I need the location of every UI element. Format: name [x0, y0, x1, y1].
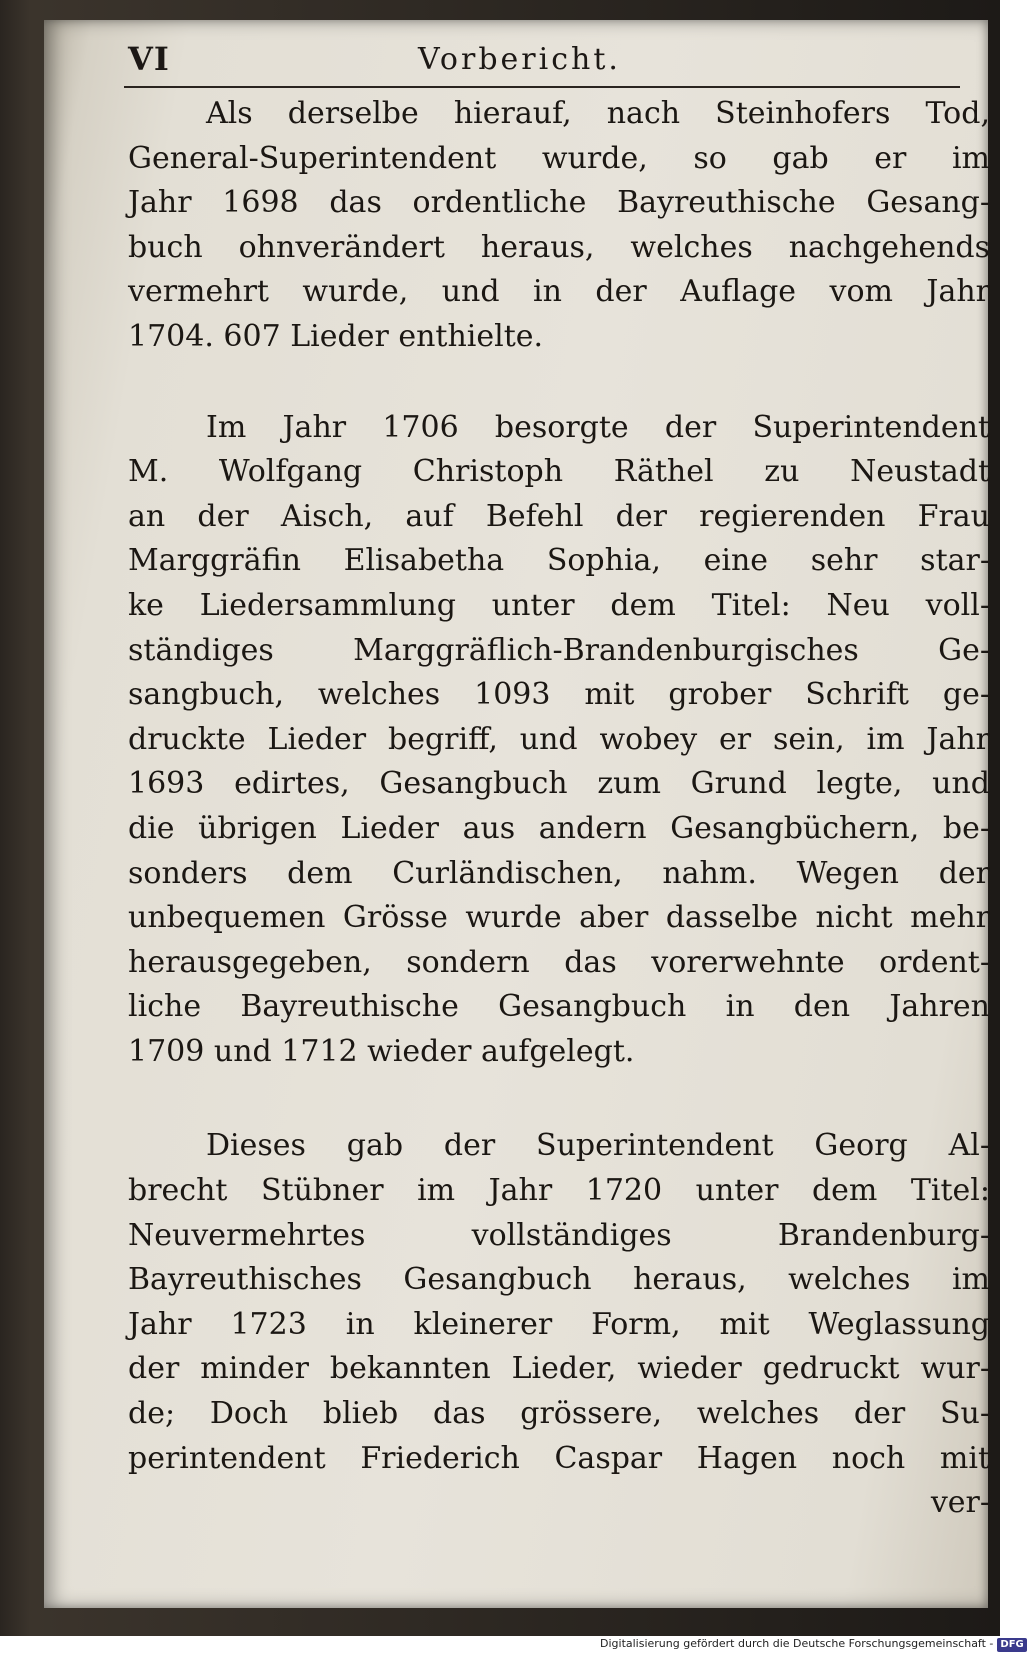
text-line: brecht Stübner im Jahr 1720 unter dem Titel:: [128, 1173, 990, 1209]
text-line: 1693 edirtes, Gesangbuch zum Grund legte, und: [128, 766, 990, 802]
paragraph-3: [128, 1124, 990, 1481]
text-line: Neuvermehrtes vollständiges Brandenburg-: [128, 1217, 990, 1253]
text-line: 1704. 607 Lieder enthielte.: [128, 318, 544, 354]
text-line: Als derselbe hierauf, nach Steinhofers Tod,: [206, 96, 990, 131]
text-line: Bayreuthisches Gesangbuch heraus, welches im: [128, 1262, 990, 1298]
text-line: an der Aisch, auf Befehl der regierenden Frau: [128, 498, 990, 534]
text-line: General-Superintendent wurde, so gab er im: [128, 140, 990, 176]
catchword: ver-: [930, 1485, 990, 1521]
paragraph-gap: [128, 1074, 990, 1124]
text-line: sangbuch, welches 1093 mit grober Schrift ge-: [128, 677, 990, 713]
text-line: unbequemen Grösse wurde aber dasselbe nicht mehr: [128, 900, 990, 936]
text-line: herausgegeben, sondern das vorerwehnte ordent-: [128, 944, 990, 980]
dfg-logo: DFG: [997, 1638, 1026, 1652]
paragraph-2: [128, 406, 990, 1075]
header-rule: [124, 86, 960, 88]
body-text: [128, 92, 990, 1526]
text-line: liche Bayreuthische Gesangbuch in den Jahren: [128, 989, 990, 1025]
text-line: Jahr 1698 das ordentliche Bayreuthische Gesang-: [128, 185, 990, 221]
text-line: Jahr 1723 in kleinerer Form, mit Weglassung: [128, 1306, 990, 1342]
text-line: der minder bekannten Lieder, wieder gedruckt wur-: [128, 1351, 990, 1387]
text-line: de; Doch blieb das grössere, welches der Su-: [128, 1396, 990, 1432]
text-line: vermehrt wurde, und in der Auflage vom Jahr: [128, 274, 990, 310]
text-line: ke Liedersammlung unter dem Titel: Neu voll-: [128, 587, 990, 623]
digitization-credit: [600, 1637, 1024, 1655]
text-line: ständiges Marggräflich-Brandenburgisches Ge-: [128, 632, 990, 668]
text-line: Marggräfin Elisabetha Sophia, eine sehr star-: [128, 543, 990, 579]
text-line: sonders dem Curländischen, nahm. Wegen der: [128, 855, 990, 891]
text-line: die übrigen Lieder aus andern Gesangbüchern, be-: [128, 810, 990, 846]
page-header: [128, 40, 918, 84]
running-title: Vorbericht.: [418, 42, 621, 77]
page-number: VI: [128, 40, 170, 78]
text-line: 1709 und 1712 wieder aufgelegt.: [128, 1033, 635, 1069]
text-line: druckte Lieder begriff, und wobey er sein, im Jahr: [128, 721, 990, 757]
paragraph-gap: [128, 360, 990, 406]
text-line: M. Wolfgang Christoph Räthel zu Neustadt: [128, 454, 990, 490]
text-line: buch ohnverändert heraus, welches nachgehends: [128, 229, 990, 265]
text-line: Im Jahr 1706 besorgte der Superintendent: [206, 409, 990, 445]
text-line: Dieses gab der Superintendent Georg Al-: [206, 1128, 990, 1164]
text-line: perintendent Friederich Caspar Hagen noch mit: [128, 1440, 990, 1476]
credit-text: Digitalisierung gefördert durch die Deutsche Forschungsgemeinschaft -: [600, 1637, 994, 1650]
paragraph-1: [128, 92, 990, 360]
